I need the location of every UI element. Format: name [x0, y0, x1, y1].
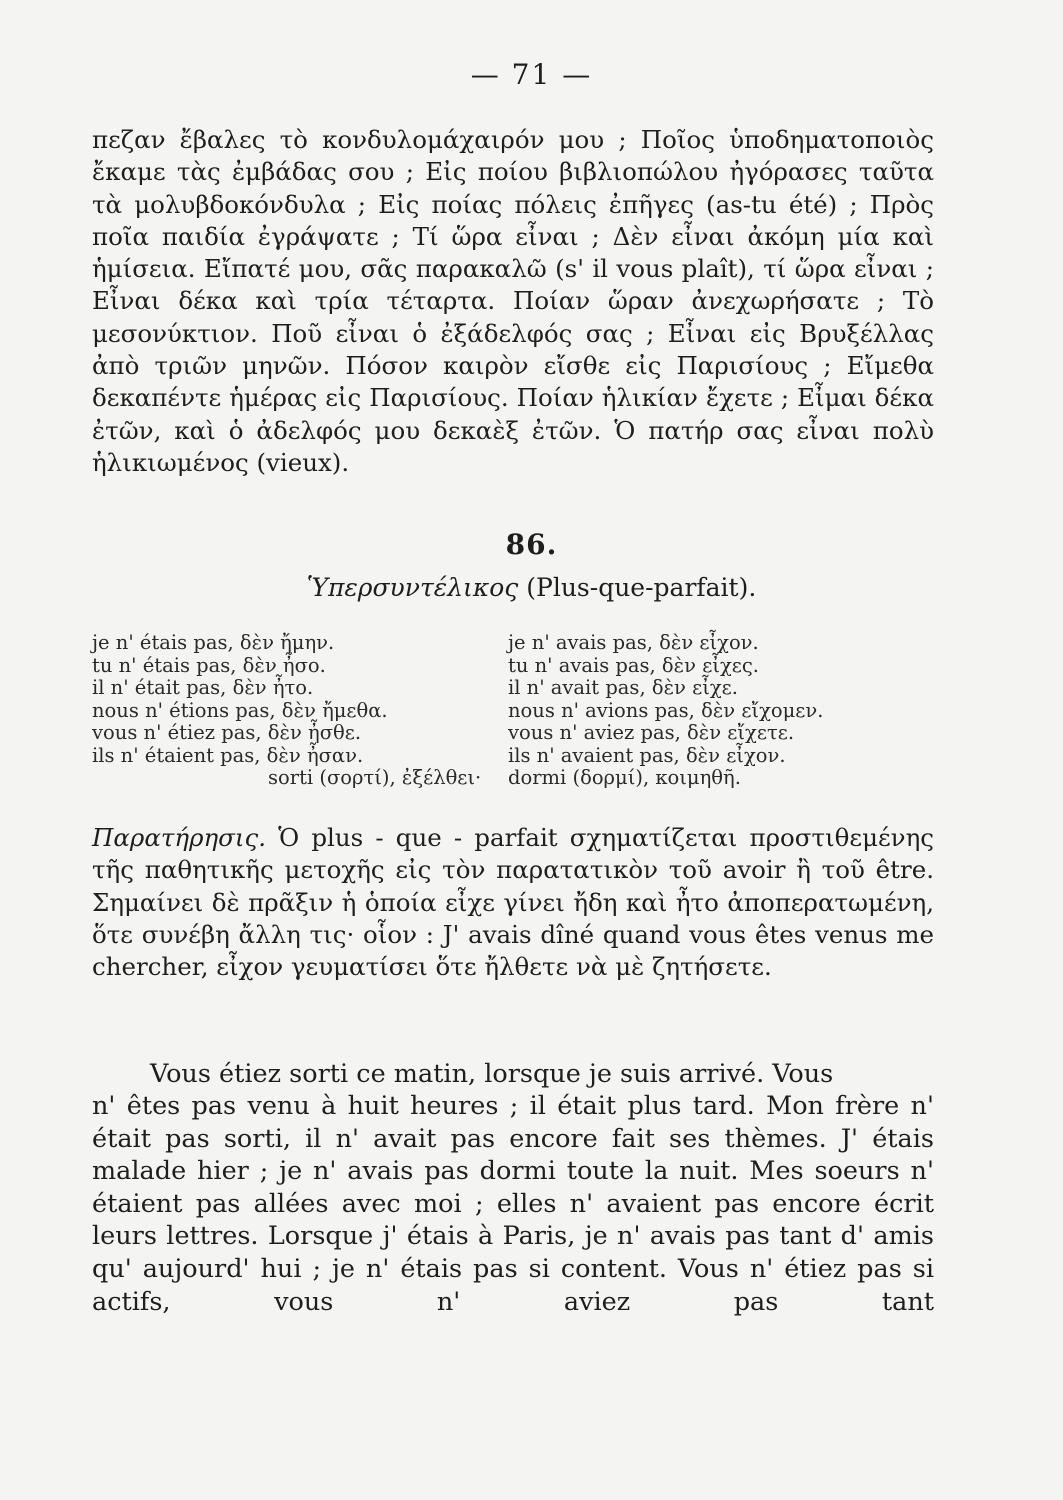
exercise-paragraph-french: n' êtes pas venu à huit heures ; il était plus tard. Mon frère n' était pas sorti, il n' avait pas encore fait ses thèmes. J' étais malade hier ; je n' avais pas dormi toute la nuit. Mes soeurs n' étaient pas allées avec moi ; elles n' avaient pas encore écrit leurs lettres. Lorsque j' étais à Paris, je n' avais pas tant d' amis qu' aujourd' hui ; je n' étais pas si content. Vous n' étiez pas si actifs, vous n' aviez pas tant: [92, 1091, 934, 1317]
vocabulary-note: dormi (δορμί), κοιμηθῆ.: [508, 766, 741, 789]
exercise-paragraph-greek: πεζαν ἔβαλες τὸ κονδυλομάχαιρόν μου ; Ποῖος ὑποδηματοποιὸς ἔκαμε τὰς ἐμβάδας σου ; Εἰς ποίου βιβλιοπώλου ἠγόρασες ταῦτα τὰ μολυβδοκόνδυλα ; Εἰς ποίας πόλεις ἐπῆγες (as-tu été) ; Πρὸς ποῖα παιδία ἐγράψατε ; Τί ὥρα εἶναι ; Δὲν εἶναι ἀκόμη μία καὶ ἡμίσεια. Εἴπατέ μου, σᾶς παρακαλῶ (s' il vous plaît), τί ὥρα εἶναι ; Εἶναι δέκα καὶ τρία τέταρτα. Ποίαν ὥραν ἀνεχωρήσατε ; Τὸ μεσονύκτιον. Ποῦ εἶναι ὁ ἐξάδελφός σας ; Εἶναι εἰς Βρυξέλλας ἀπὸ τριῶν μηνῶν. Πόσον καιρὸν εἴσθε εἰς Παρισίους ; Εἴμεθα δεκαπέντε ἡμέρας εἰς Παρισίους. Ποίαν ἡλικίαν ἔχετε ; Εἶμαι δέκα ἐτῶν, καὶ ὁ ἀδελφός μου δεκαὲξ ἐτῶν. Ὁ πατήρ σας εἶναι πολὺ ἡλικιωμένος (vieux).: [92, 125, 934, 477]
conjugation-row: vous n' étiez pas, δὲν ἦσθε.: [92, 721, 362, 744]
conjugation-row: je n' étais pas, δὲν ἤμην.: [92, 631, 335, 654]
conjugation-row: tu n' étais pas, δὲν ἦσο.: [92, 653, 326, 677]
conjugation-row: ils n' étaient pas, δὲν ἦσαν.: [92, 743, 364, 767]
conjugation-row: nous n' avions pas, δὲν εἴχομεν.: [508, 698, 824, 722]
conjugation-row: je n' avais pas, δὲν εἶχον.: [508, 631, 759, 654]
conjugation-etre: [92, 632, 512, 790]
page-number: — 71 —: [470, 58, 593, 91]
observation-label: Παρατήρησις.: [92, 823, 267, 852]
observation-paragraph: [92, 822, 934, 983]
observation-text: Ὁ plus - que - parfait σχηματίζεται προστιθεμένης τῆς παθητικῆς μετοχῆς εἰς τὸν παρατατικὸν τοῦ avoir ἢ τοῦ être. Σημαίνει δὲ πρᾶξιν ἡ ὁποία εἶχε γίνει ἤδη καὶ ἦτο ἀποπερατωμένη, ὅτε συνέβη ἄλλη τις· οἷον : J' avais dîné quand vous êtes venus me chercher, εἶχον γευματίσει ὅτε ἤλθετε νὰ μὲ ζητήσετε.: [92, 823, 934, 982]
exercise-first-line: Vous étiez sorti ce matin, lorsque je suis arrivé. Vous: [150, 1059, 834, 1089]
conjugation-row: tu n' avais pas, δὲν εἶχες.: [508, 653, 759, 677]
conjugation-row: il n' avait pas, δὲν εἶχε.: [508, 676, 738, 699]
conjugation-row: nous n' étions pas, δὲν ἤμεθα.: [92, 698, 388, 722]
conjugation-row: vous n' aviez pas, δὲν εἴχετε.: [508, 721, 795, 744]
section-title-greek: Ὑπερσυντέλικος: [306, 573, 519, 602]
vocabulary-note: sorti (σορτί), ἐξέλθει·: [268, 766, 482, 789]
section-number: 86.: [505, 528, 558, 561]
conjugation-avoir: [508, 632, 938, 790]
section-title-french: (Plus-que-parfait).: [526, 573, 757, 602]
section-title: [0, 573, 1063, 602]
conjugation-row: ils n' avaient pas, δὲν εἶχον.: [508, 743, 786, 767]
conjugation-row: il n' était pas, δὲν ἦτο.: [92, 676, 314, 699]
